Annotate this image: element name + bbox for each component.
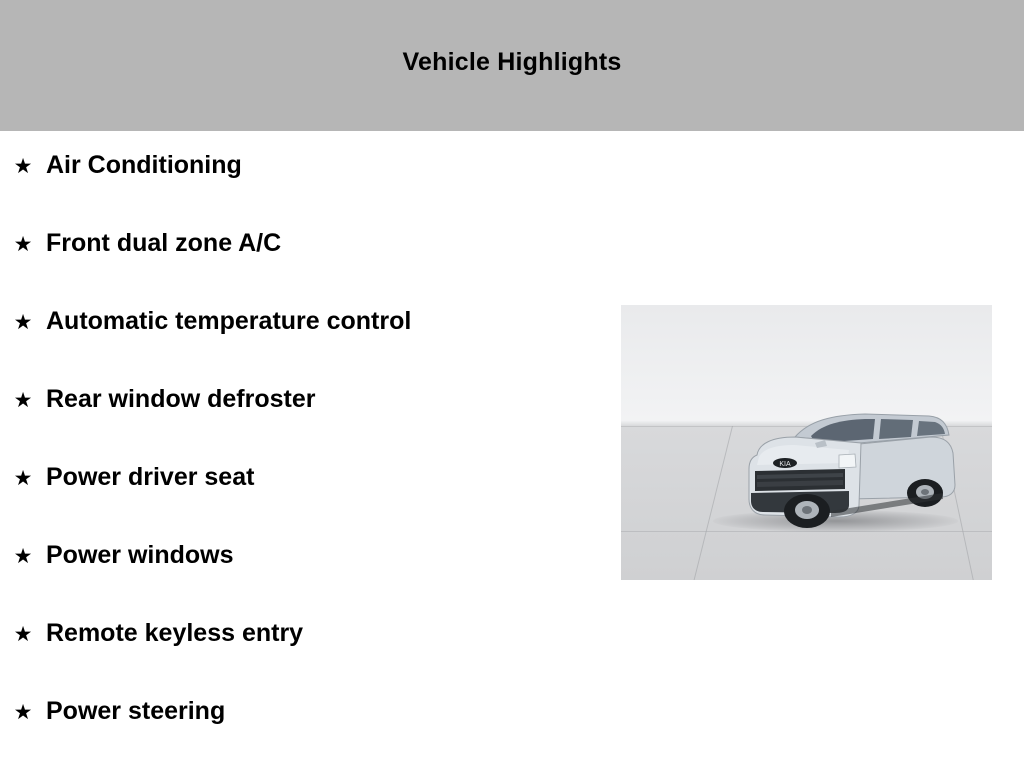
star-bullet-icon: ★ bbox=[13, 155, 33, 178]
list-item bbox=[0, 229, 600, 307]
list-item-label: Power steering bbox=[46, 697, 226, 725]
star-bullet-icon: ★ bbox=[13, 233, 33, 256]
star-bullet-icon: ★ bbox=[13, 545, 33, 568]
star-bullet-icon: ★ bbox=[13, 311, 33, 334]
star-bullet-icon: ★ bbox=[13, 389, 33, 412]
star-bullet-icon: ★ bbox=[13, 701, 33, 724]
list-item-label: Air Conditioning bbox=[46, 151, 242, 179]
star-bullet-icon: ★ bbox=[13, 467, 33, 490]
list-item-label: Power windows bbox=[46, 541, 234, 569]
suv-illustration-icon bbox=[699, 393, 979, 538]
list-item bbox=[0, 619, 600, 697]
list-item-label: Automatic temperature control bbox=[46, 307, 412, 335]
list-item-label: Rear window defroster bbox=[46, 385, 316, 413]
page-title: Vehicle Highlights bbox=[402, 48, 622, 76]
vehicle-highlights-list bbox=[0, 131, 600, 775]
list-item bbox=[0, 463, 600, 541]
list-item-label: Power driver seat bbox=[46, 463, 255, 491]
list-item-label: Front dual zone A/C bbox=[46, 229, 282, 257]
svg-text:KIA: KIA bbox=[779, 461, 791, 468]
star-bullet-icon: ★ bbox=[13, 623, 33, 646]
list-item bbox=[0, 385, 600, 463]
list-item bbox=[0, 307, 600, 385]
list-item bbox=[0, 541, 600, 619]
header-band bbox=[0, 0, 1024, 131]
list-item bbox=[0, 151, 600, 229]
vehicle-photo bbox=[621, 305, 992, 580]
list-item bbox=[0, 697, 600, 775]
list-item-label: Remote keyless entry bbox=[46, 619, 304, 647]
